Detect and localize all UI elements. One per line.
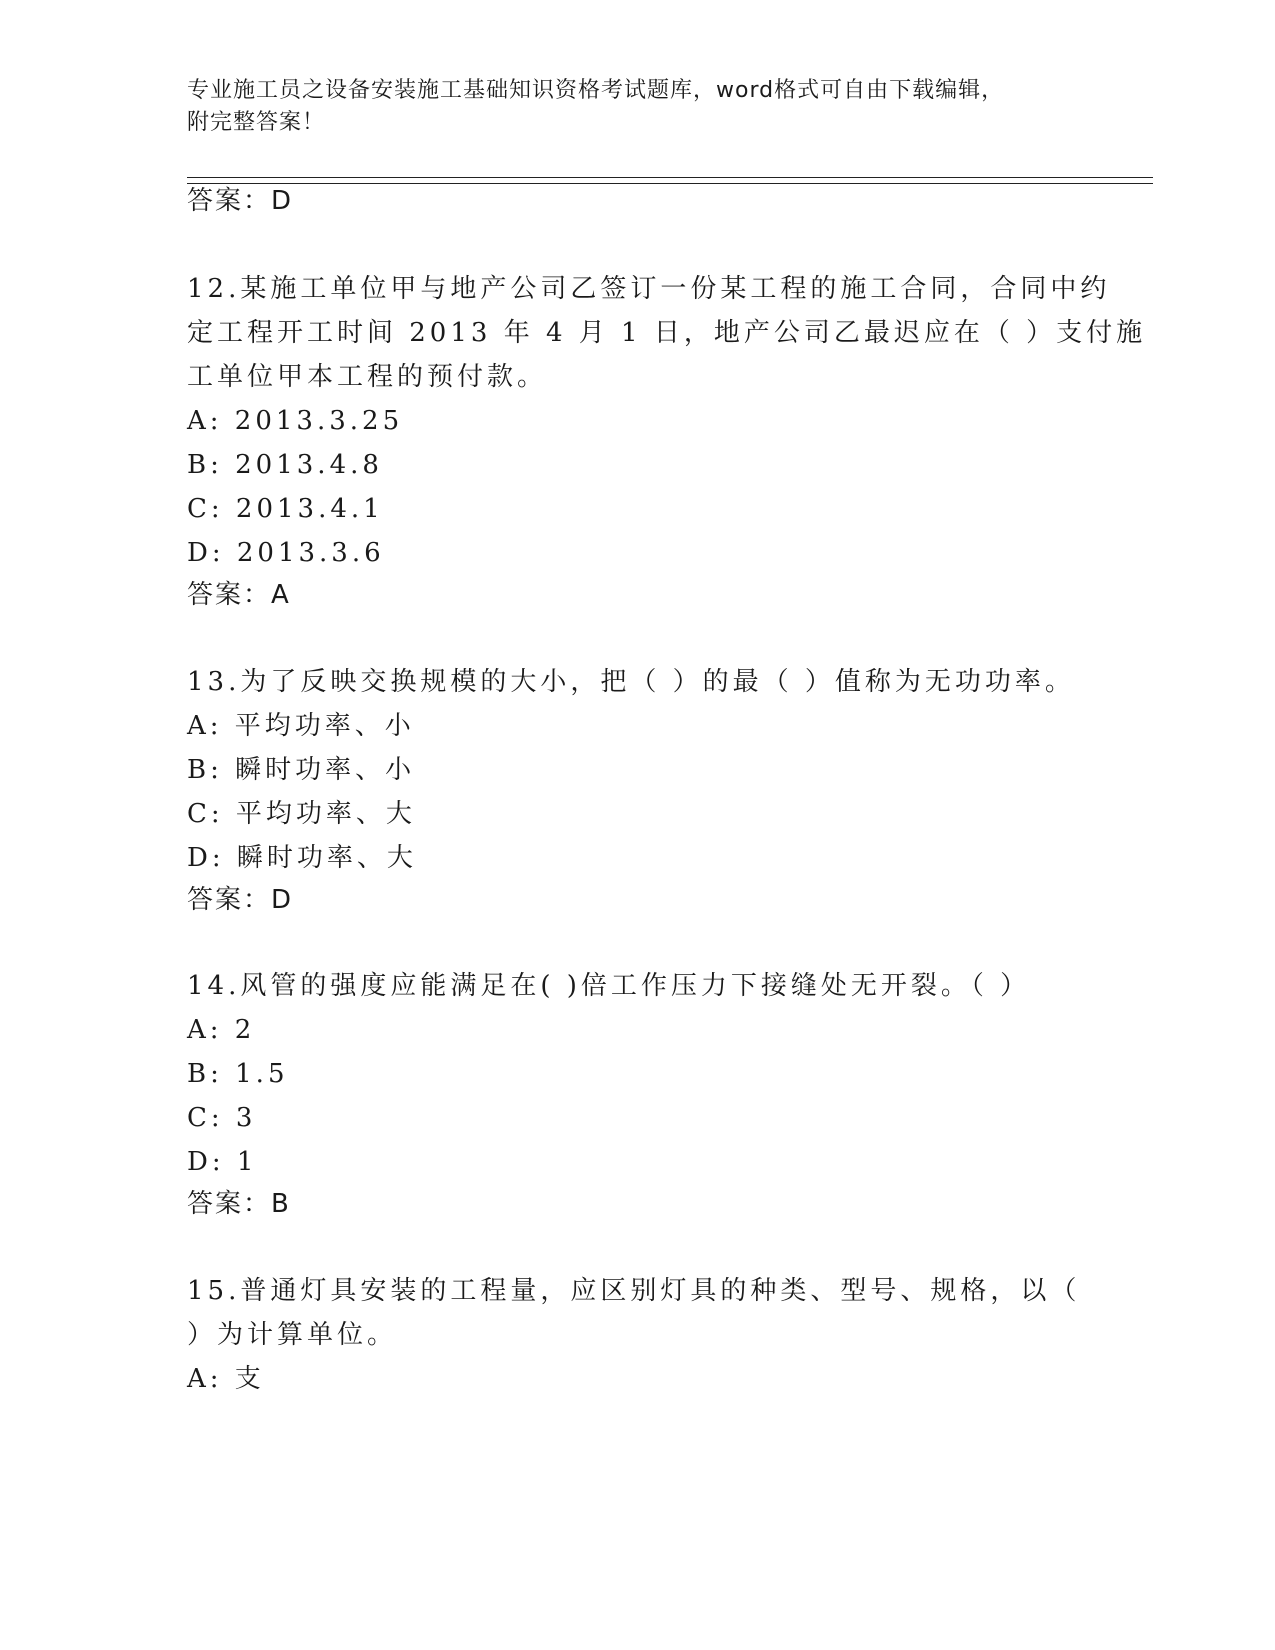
question-12-stem-line: 定工程开工时间 2013 年 4 月 1 日，地产公司乙最迟应在（ ）支付施: [187, 318, 1147, 348]
header-line-1: 专业施工员之设备安装施工基础知识资格考试题库，word格式可自由下载编辑，: [187, 78, 1005, 103]
question-12-stem-line: 工单位甲本工程的预付款。: [187, 362, 548, 392]
question-12-stem-line: 12.某施工单位甲与地产公司乙签订一份某工程的施工合同，合同中约: [187, 274, 1111, 304]
question-15-stem-line: 15.普通灯具安装的工程量，应区别灯具的种类、型号、规格，以（: [187, 1276, 1081, 1306]
question-13-answer: 答案：D: [187, 885, 294, 915]
question-12-option-b: B: 2013.4.8: [187, 450, 383, 480]
question-14-option-a: A: 2: [187, 1015, 256, 1045]
question-14-option-c: C: 3: [187, 1103, 257, 1133]
question-12-option-a: A: 2013.3.25: [187, 406, 404, 436]
answer-line: 答案：D: [187, 186, 294, 216]
question-13-option-a: A: 平均功率、小: [187, 711, 415, 741]
question-13-option-b: B: 瞬时功率、小: [187, 755, 416, 785]
question-15-option-a: A: 支: [187, 1364, 265, 1394]
question-14-option-d: D: 1: [187, 1147, 258, 1177]
header-rule-bottom: [187, 183, 1153, 184]
question-15-stem-line: ）为计算单位。: [187, 1320, 398, 1350]
question-14-answer: 答案：B: [187, 1189, 291, 1219]
document-header: [187, 75, 1087, 139]
header-rule-top: [187, 177, 1153, 178]
question-13-option-c: C: 平均功率、大: [187, 799, 416, 829]
question-12-option-d: D: 2013.3.6: [187, 538, 385, 568]
header-line-2: 附完整答案！: [187, 110, 326, 135]
question-13-stem-line: 13.为了反映交换规模的大小，把（ ）的最（ ）值称为无功功率。: [187, 667, 1075, 697]
question-12-option-c: C: 2013.4.1: [187, 494, 384, 524]
question-13-option-d: D: 瞬时功率、大: [187, 843, 417, 873]
question-12-answer: 答案：A: [187, 580, 291, 610]
question-14-option-b: B: 1.5: [187, 1059, 289, 1089]
question-14-stem-line: 14.风管的强度应能满足在( )倍工作压力下接缝处无开裂。（ ）: [187, 971, 1031, 1001]
